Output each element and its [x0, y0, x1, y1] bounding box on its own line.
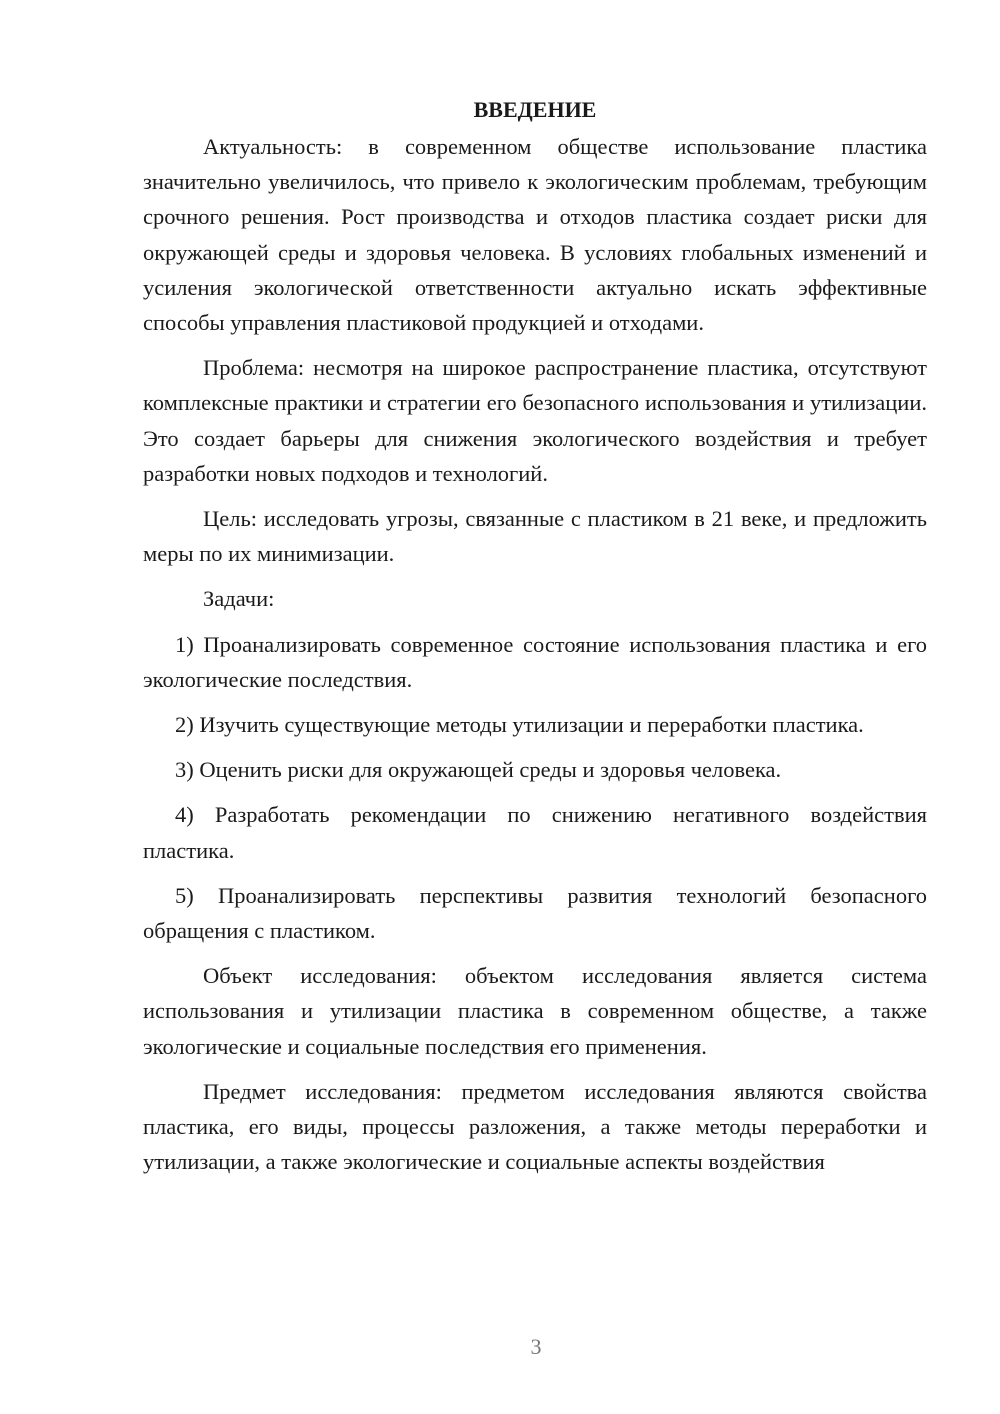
paragraph-relevance: Актуальность: в современном обществе использование пластика значительно увеличилось, что привело к экологическим проблемам, требующим срочного решения. Рост производства и отходов пластика создает риски для окружающей среды и здоровья человека. В условиях глобальных изменений и усиления экологической ответственности актуально искать эффективные способы управления пластиковой продукцией и отходами.	[143, 134, 927, 336]
paragraph-object: Объект исследования: объектом исследования является система использования и утилизации пластика в современном обществе, а также экологические и социальные последствия его применения.	[143, 963, 927, 1059]
tasks-heading: Задачи:	[203, 586, 275, 612]
page-number: 3	[530, 1334, 542, 1359]
task-item-3: 3) Оценить риски для окружающей среды и здоровья человека.	[175, 757, 782, 783]
paragraph-subject: Предмет исследования: предметом исследования являются свойства пластика, его виды, процессы разложения, а также методы переработки и утилизации, а также экологические и социальные аспекты воздействия	[143, 1078, 927, 1175]
paragraph-problem: Проблема: несмотря на широкое распространение пластика, отсутствуют комплексные практики и стратегии его безопасного использования и утилизации. Это создает барьеры для снижения экологического воздействия и требует разработки новых подходов и технологий.	[143, 355, 927, 486]
paragraph-goal: Цель: исследовать угрозы, связанные с пластиком в 21 веке, и предложить меры по их минимизации.	[143, 506, 927, 567]
task-item-1: 1) Проанализировать современное состояние использования пластика и его экологические последствия.	[143, 631, 927, 692]
task-item-5: 5) Проанализировать перспективы развития технологий безопасного обращения с пластиком.	[143, 882, 927, 944]
task-item-4: 4) Разработать рекомендации по снижению негативного воздействия пластика.	[143, 802, 927, 863]
task-item-2: 2) Изучить существующие методы утилизации и переработки пластика.	[175, 712, 864, 738]
section-title: ВВЕДЕНИЕ	[473, 97, 597, 122]
document-body	[143, 95, 927, 1189]
